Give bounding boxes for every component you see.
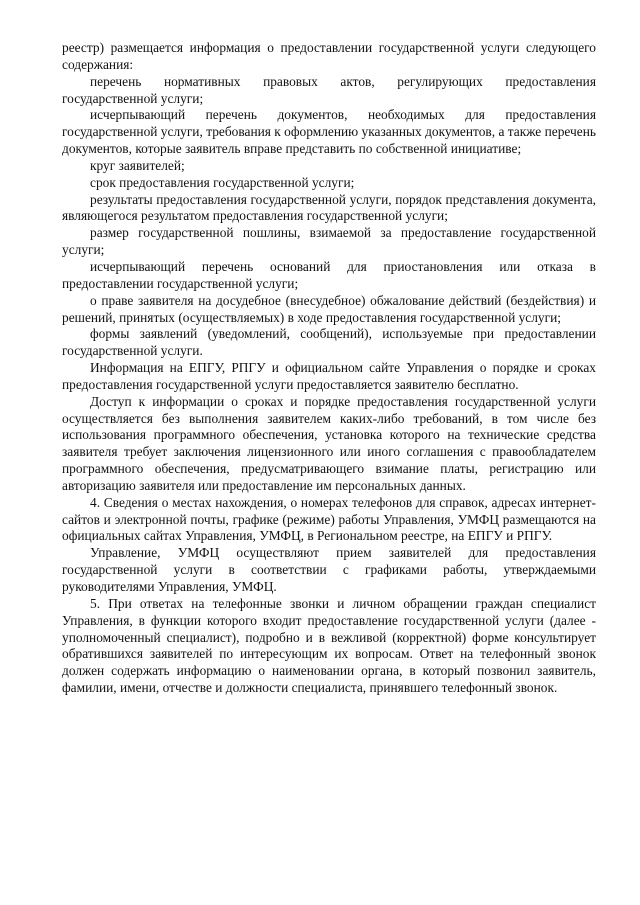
- paragraph-access-information: Доступ к информации о сроках и порядке предоставления государственной услуги осуществляется без выполнения заявителем каких-либо требований, в том числе без использования программного обеспечения, установка которого на технические средства заявителя требует заключения лицензионного или иного соглашения с правообладателем программного обеспечения, предусматривающего взимание платы, регистрацию или авторизацию заявителя или предоставление им персональных данных.: [62, 393, 596, 493]
- list-item-refusal-grounds: исчерпывающий перечень оснований для приостановления или отказа в предоставлении государственной услуги;: [62, 258, 596, 291]
- list-item-results: результаты предоставления государственной услуги, порядок представления документа, являющегося результатом предоставления государственной услуги;: [62, 191, 596, 224]
- list-item-state-fee: размер государственной пошлины, взимаемой за предоставление государственной услуги;: [62, 225, 596, 258]
- list-item-application-forms: формы заявлений (уведомлений, сообщений), используемые при предоставлении государственной услуги.: [62, 326, 596, 359]
- list-item-documents: исчерпывающий перечень документов, необходимых для предоставления государственной услуги, требования к оформлению указанных документов, а также перечень документов, которые заявитель вправе представить по собственной инициативе;: [62, 107, 596, 157]
- list-item-applicants: круг заявителей;: [90, 157, 185, 173]
- paragraph-section-5: 5. При ответах на телефонные звонки и личном обращении граждан специалист Управления, в функции которого входит предоставление государственной услуги (далее - уполномоченный специалист), подробно и в вежливой (корректной) форме консультирует обратившихся заявителей по интересующим их вопросам. Ответ на телефонный звонок должен содержать информацию о наименовании органа, в который позвонил заявитель, фамилии, имени, отчестве и должности специалиста, принявшего телефонный звонок.: [62, 595, 596, 696]
- paragraph-reception: Управление, УМФЦ осуществляют прием заявителей для предоставления государственной услуги в соответствии с графиками работы, утверждаемыми руководителями Управления, УМФЦ.: [62, 545, 596, 594]
- list-item-normative-acts: перечень нормативных правовых актов, регулирующих предоставления государственной услуги;: [62, 73, 596, 106]
- document-page: [62, 40, 596, 697]
- paragraph-section-4: 4. Сведения о местах нахождения, о номерах телефонов для справок, адресах интернет-сайтов и электронной почты, графике (режиме) работы Управления, УМФЦ размещаются на официальных сайтах Управления, УМФЦ, в Региональном реестре, на ЕПГУ и РПГУ.: [62, 494, 596, 544]
- list-item-appeal-right: о праве заявителя на досудебное (внесудебное) обжалование действий (бездействия) и решений, принятых (осуществляемых) в ходе предоставления государственной услуги;: [62, 292, 596, 325]
- paragraph-continuation: реестр) размещается информация о предоставлении государственной услуги следующего содержания:: [62, 40, 596, 72]
- list-item-term: срок предоставления государственной услуги;: [90, 174, 355, 190]
- paragraph-free-information: Информация на ЕПГУ, РПГУ и официальном сайте Управления о порядке и сроках предоставления государственной услуги предоставляется заявителю бесплатно.: [62, 360, 596, 392]
